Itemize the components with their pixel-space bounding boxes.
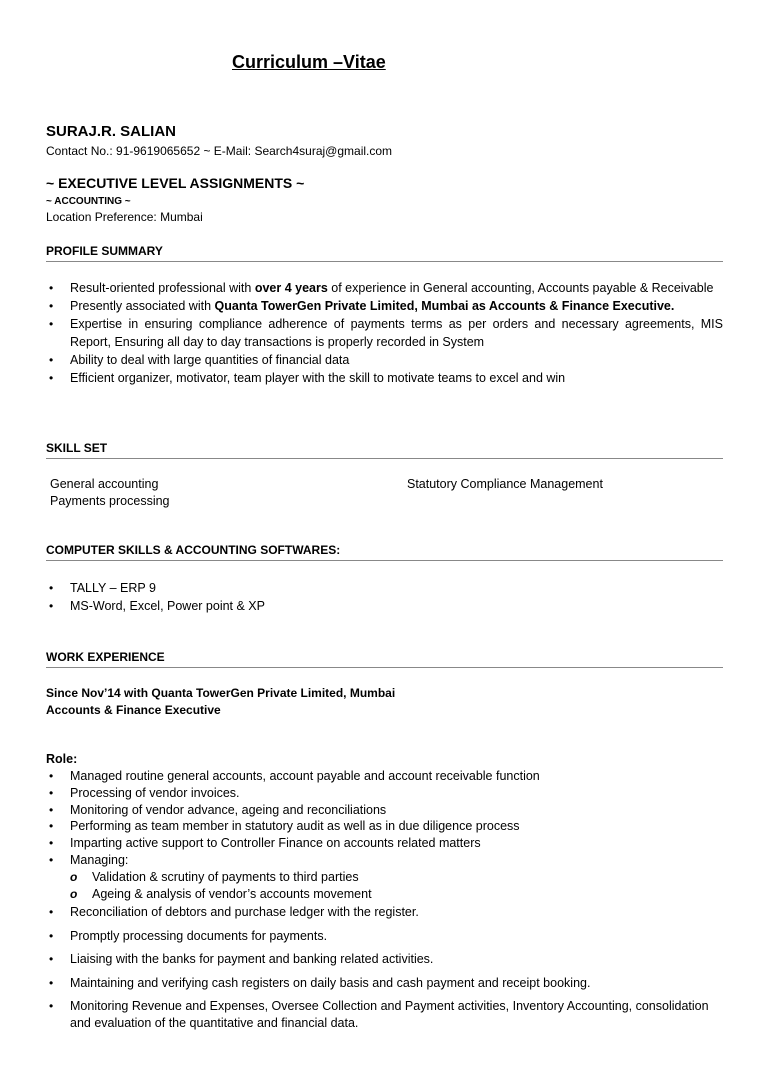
list-item	[46, 928, 723, 945]
bullet-icon: •	[49, 599, 54, 613]
list-item	[46, 998, 723, 1032]
list-item	[46, 818, 723, 835]
text: of experience in General accounting, Accounts payable & Receivable	[327, 281, 714, 295]
bullet-icon: •	[49, 952, 54, 967]
computer-skills-list	[46, 579, 723, 615]
document-title: Curriculum –Vitae	[232, 52, 386, 72]
candidate-name: SURAJ.R. SALIAN	[46, 123, 177, 140]
skill-item: Payments processing	[50, 494, 170, 508]
skill-item: General accounting	[50, 477, 159, 491]
text: Imparting active support to Controller Finance on accounts related matters	[70, 836, 481, 851]
section-heading-computer: COMPUTER SKILLS & ACCOUNTING SOFTWARES:	[46, 543, 723, 561]
employment-summary	[46, 685, 395, 719]
list-item	[46, 579, 723, 597]
bullet-icon: •	[49, 802, 54, 817]
bullet-icon: •	[49, 769, 54, 783]
text: Result-oriented professional with	[70, 281, 255, 295]
employer-line: Since Nov’14 with Quanta TowerGen Private Limited, Mumbai	[46, 686, 396, 700]
list-item	[46, 768, 723, 785]
text: MS-Word, Excel, Power point & XP	[70, 599, 265, 613]
role-list-continued	[46, 904, 723, 1039]
bullet-icon: •	[49, 281, 54, 295]
profile-summary-list	[46, 279, 723, 387]
text: Reconciliation of debtors and purchase ledger with the register.	[70, 905, 419, 919]
list-item	[46, 351, 723, 369]
section-heading-work: WORK EXPERIENCE	[46, 650, 723, 668]
bullet-icon: •	[49, 371, 54, 385]
text: Ageing & analysis of vendor’s accounts movement	[92, 886, 372, 901]
list-item	[46, 852, 723, 902]
list-item	[46, 369, 723, 387]
text: Managed routine general accounts, account payable and account receivable function	[70, 769, 540, 783]
emphasis: Quanta TowerGen Private Limited, Mumbai as Accounts & Finance Executive.	[214, 299, 675, 313]
job-title: Accounts & Finance Executive	[46, 703, 221, 717]
list-item	[46, 597, 723, 615]
executive-heading: ~ EXECUTIVE LEVEL ASSIGNMENTS ~	[46, 175, 305, 191]
role-list	[46, 768, 723, 902]
list-item	[46, 315, 723, 351]
text: Performing as team member in statutory audit as well as in due diligence process	[70, 819, 520, 834]
text: Presently associated with	[70, 299, 215, 313]
role-heading: Role:	[46, 752, 78, 766]
text: Managing:	[70, 852, 129, 867]
bullet-icon: •	[49, 785, 54, 800]
accounting-subheading: ~ ACCOUNTING ~	[46, 196, 131, 207]
text: Promptly processing documents for payments.	[70, 928, 328, 943]
text: Monitoring Revenue and Expenses, Oversee Collection and Payment activities, Inventory Accounting, consolidation and evaluation of the quantitative and financial data.	[70, 999, 709, 1031]
text: Ability to deal with large quantities of financial data	[70, 353, 350, 367]
section-heading-skills: SKILL SET	[46, 441, 723, 459]
list-item	[46, 975, 723, 992]
sub-bullet-icon: o	[70, 886, 78, 901]
bullet-icon: •	[49, 905, 54, 919]
contact-line: Contact No.: 91-9619065652 ~ E-Mail: Search4suraj@gmail.com	[46, 144, 393, 158]
bullet-icon: •	[49, 581, 54, 595]
list-item	[46, 951, 723, 968]
section-heading-profile: PROFILE SUMMARY	[46, 244, 723, 262]
sub-list-item	[70, 886, 723, 903]
bullet-icon: •	[49, 836, 54, 851]
list-item	[46, 279, 723, 297]
bullet-icon: •	[49, 353, 54, 367]
text: Monitoring of vendor advance, ageing and reconciliations	[70, 802, 387, 817]
bullet-icon: •	[49, 975, 54, 990]
sub-bullet-icon: o	[70, 869, 78, 884]
bullet-icon: •	[49, 299, 54, 313]
location-preference: Location Preference: Mumbai	[46, 210, 203, 224]
text: Expertise in ensuring compliance adherence of payments terms as per orders and necessary agreements, MIS Report, Ensuring all day to day transactions is properly recorded in System	[70, 317, 723, 349]
text: Processing of vendor invoices.	[70, 785, 240, 800]
skill-item: Statutory Compliance Management	[407, 477, 603, 491]
bullet-icon: •	[49, 999, 54, 1014]
list-item	[46, 802, 723, 819]
sub-list-item	[70, 869, 723, 886]
bullet-icon: •	[49, 819, 54, 834]
list-item	[46, 835, 723, 852]
bullet-icon: •	[49, 928, 54, 943]
list-item	[46, 904, 723, 921]
bullet-icon: •	[49, 852, 54, 867]
list-item	[46, 785, 723, 802]
sub-list	[70, 869, 723, 903]
text: TALLY – ERP 9	[70, 581, 156, 595]
text: Efficient organizer, motivator, team player with the skill to motivate teams to excel and win	[70, 371, 566, 385]
list-item	[46, 297, 723, 315]
text: Validation & scrutiny of payments to third parties	[92, 869, 359, 884]
bullet-icon: •	[49, 317, 54, 331]
text: Maintaining and verifying cash registers on daily basis and cash payment and receipt booking.	[70, 975, 591, 990]
text: Liaising with the banks for payment and banking related activities.	[70, 952, 434, 967]
emphasis: over 4 years	[254, 281, 328, 295]
